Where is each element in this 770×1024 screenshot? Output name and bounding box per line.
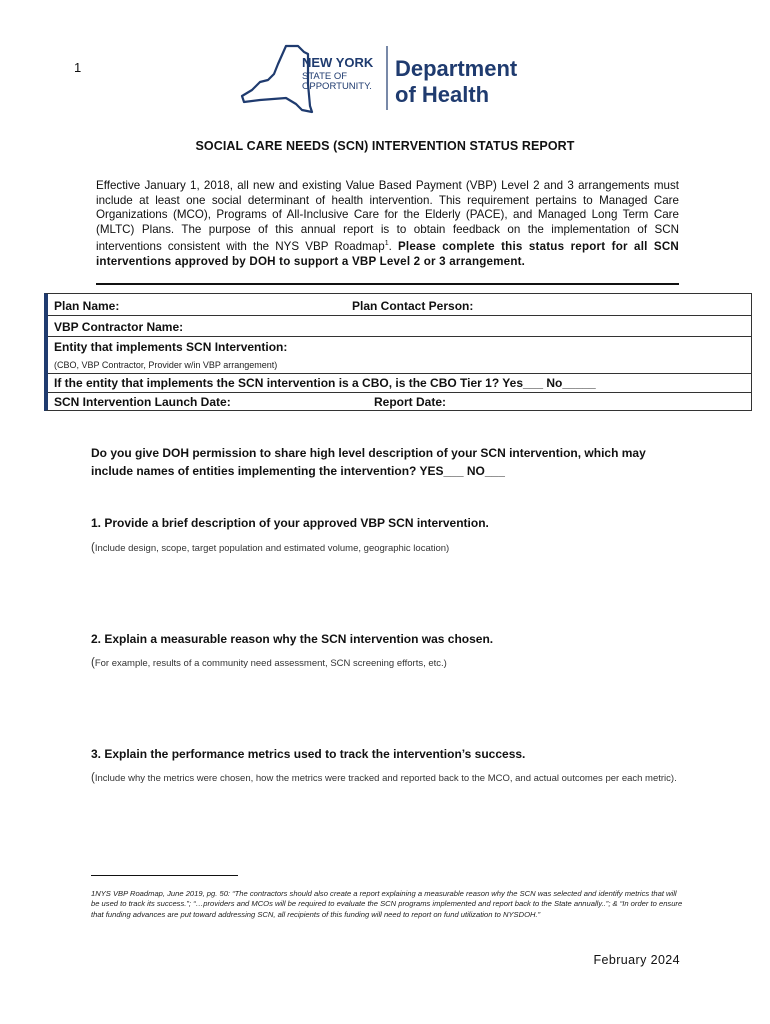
question-1-hint	[91, 540, 691, 557]
question-2-hint-open: (	[91, 657, 95, 669]
question-2-hint-text: For example, results of a community need assessment, SCN screening efforts, etc.)	[94, 658, 447, 669]
question-1-hint-text: Include design, scope, target population and estimated volume, geographic location)	[94, 543, 450, 554]
plan-info-table	[44, 293, 752, 411]
permission-question[interactable]: Do you give DOH permission to share high level description of your SCN intervention, which may include names of entities implementing the intervention? YES___ NO___	[91, 446, 646, 478]
question-3-hint	[91, 770, 691, 787]
question-2-hint	[91, 655, 691, 672]
entity-field-hint: (CBO, VBP Contractor, Provider w/in VBP arrangement)	[54, 360, 278, 370]
report-title: SOCIAL CARE NEEDS (SCN) INTERVENTION STATUS REPORT	[195, 139, 575, 153]
page-number: 1	[74, 60, 82, 75]
question-3-hint-open: (	[91, 772, 95, 784]
intro-instruction: Please complete this status report for all SCN interventions approved by DOH to support a VBP Level 2 or 3 arrangement.	[96, 240, 679, 268]
table-row	[48, 315, 751, 337]
svg-text:STATE OF: STATE OF	[302, 71, 348, 82]
table-row	[48, 336, 751, 374]
intro-text: Effective January 1, 2018, all new and existing Value Based Payment (VBP) Level 2 and 3 arrangements must include at least one social determinant of health intervention. This requirement pertains to Managed Care Organizations (MCO), Programs of All-Inclusive Care for the Elderly (PACE), and Managed Long Term Care (MLTC) Plans. The purpose of this annual report is to obtain feedback on the implementation of SCN interventions consistent with the NYS VBP Roadmap	[96, 179, 679, 254]
svg-text:of Health: of Health	[395, 82, 490, 107]
launch-date-field[interactable]: SCN Intervention Launch Date:	[54, 395, 231, 409]
svg-text:OPPORTUNITY.: OPPORTUNITY.	[302, 81, 372, 92]
table-row	[48, 373, 751, 393]
plan-contact-field[interactable]: Plan Contact Person:	[352, 299, 474, 313]
vbp-contractor-field[interactable]: VBP Contractor Name:	[54, 320, 184, 334]
footnote-divider	[91, 875, 238, 876]
svg-text:NEW YORK: NEW YORK	[302, 55, 374, 70]
report-date-field[interactable]: Report Date:	[374, 395, 447, 409]
intro-period: .	[388, 240, 398, 254]
footnote-reference[interactable]: 1	[384, 240, 389, 248]
footnote: 1NYS VBP Roadmap, June 2019, pg. 50: “The contractors should also create a report explaining a measurable reason why the SCN was selected and identify metrics that will be used to track its success.”; “…providers and MCOs will be required to evaluate the SCN programs implemented and report back to the State annually..”; & “In order to ensure that funding advances are put toward addressing SCN, all recipients of this funding will need to report on fund utilization to NYSDOH.”	[91, 889, 683, 919]
document-date: February 2024	[593, 953, 680, 967]
question-3-title: 3. Explain the performance metrics used to track the intervention’s success.	[91, 747, 526, 761]
question-1-hint-open: (	[91, 542, 95, 554]
table-row	[48, 392, 751, 411]
nys-doh-logo-graphic	[238, 40, 538, 118]
table-row	[48, 294, 751, 316]
intro-paragraph	[96, 179, 679, 269]
plan-name-field[interactable]: Plan Name:	[54, 299, 120, 313]
question-3-hint-text: Include why the metrics were chosen, how the metrics were tracked and reported back to the MCO, and actual outcomes per each metric).	[94, 773, 677, 784]
question-2-title: 2. Explain a measurable reason why the SCN intervention was chosen.	[91, 632, 494, 646]
intro-divider	[96, 283, 679, 285]
entity-field[interactable]: Entity that implements SCN Intervention:	[54, 340, 288, 354]
nys-doh-logo	[238, 40, 538, 118]
cbo-tier-question[interactable]: If the entity that implements the SCN intervention is a CBO, is the CBO Tier 1? Yes___ No_____	[54, 376, 596, 390]
question-1-title: 1. Provide a brief description of your approved VBP SCN intervention.	[91, 516, 489, 530]
svg-text:Department: Department	[395, 56, 518, 81]
